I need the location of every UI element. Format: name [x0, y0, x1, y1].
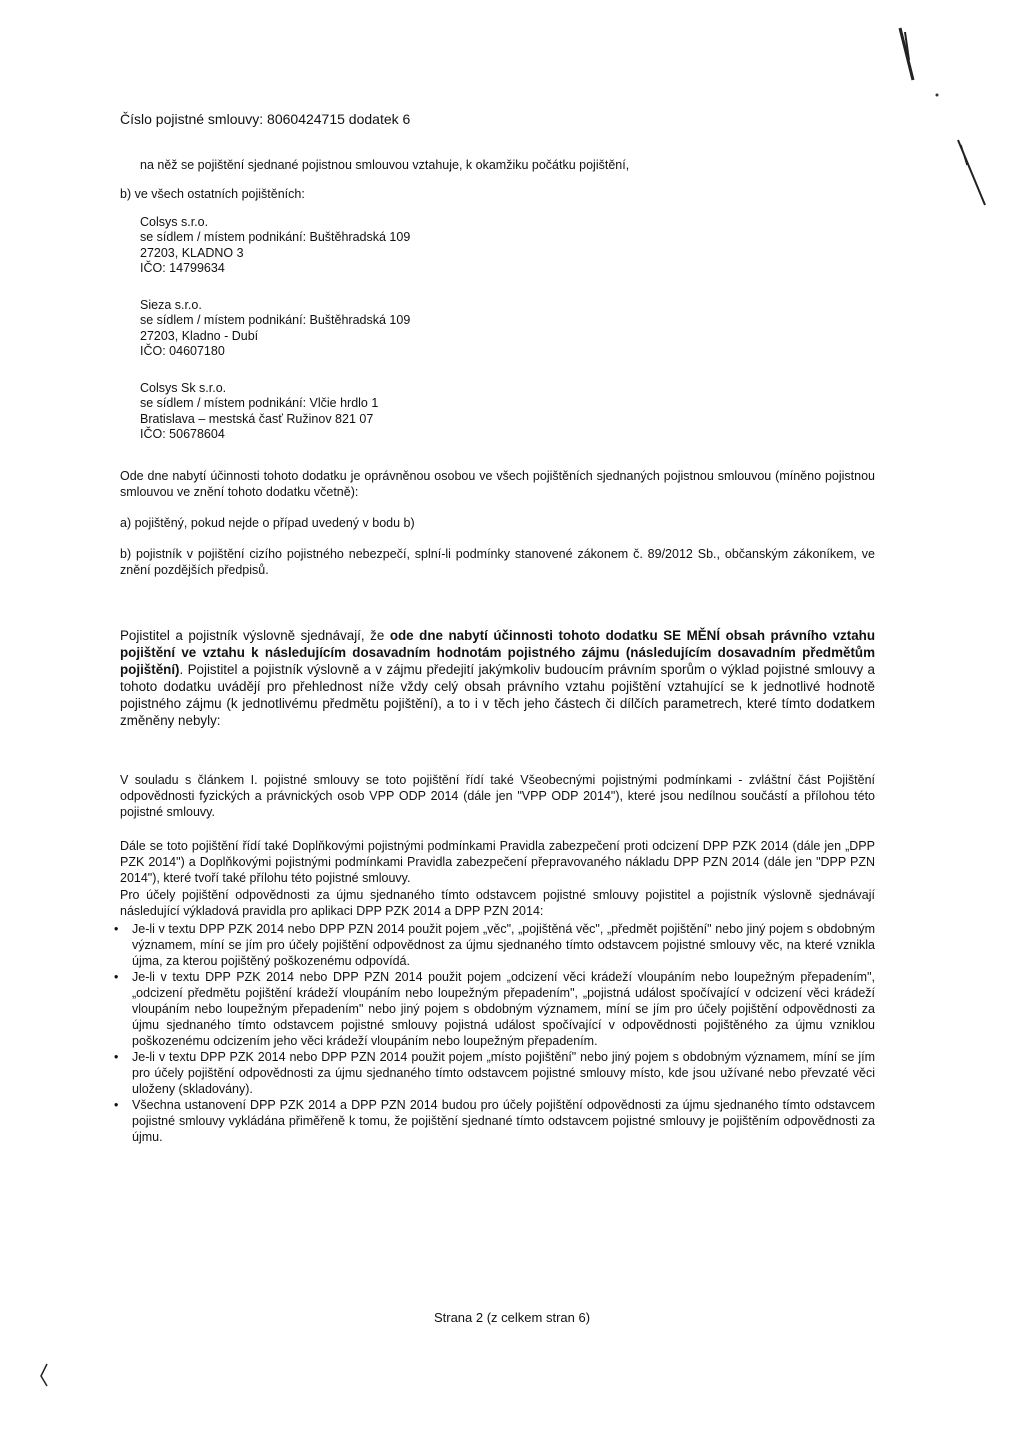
- page-number-footer: Strana 2 (z celkem stran 6): [433, 1310, 591, 1325]
- company-address: se sídlem / místem podnikání: Buštěhradská 109: [140, 230, 411, 245]
- scan-mark-right: [955, 135, 995, 215]
- agreement-paragraph: [120, 627, 875, 729]
- scan-mark-top-right: [895, 20, 955, 100]
- company-city: Bratislava – mestská časť Ružinov 821 07: [140, 411, 374, 426]
- agreement-intro: Pojistitel a pojistník výslovně sjednávají, že: [120, 628, 390, 643]
- company-ico: IČO: 04607180: [140, 344, 225, 359]
- company-block-sieza: [140, 298, 410, 360]
- company-ico: IČO: 14799634: [140, 261, 225, 276]
- company-name: Sieza s.r.o.: [140, 298, 202, 312]
- interpretation-rules-list: [112, 921, 875, 1145]
- company-address: se sídlem / místem podnikání: Vlčie hrdlo 1: [140, 396, 379, 411]
- company-address: se sídlem / místem podnikání: Buštěhradská 109: [140, 313, 411, 328]
- company-block-colsys-sk: [140, 381, 378, 443]
- item-b: b) pojistník v pojištění cizího pojistného nebezpečí, splní-li podmínky stanovené zákonem č. 89/2012 Sb., občanským zákoníkem, ve znění pozdějších předpisů.: [120, 547, 875, 577]
- dpp-paragraph: Dále se toto pojištění řídí také Doplňkovými pojistnými podmínkami Pravidla zabezpečení proti odcizení DPP PZK 2014 (dále jen „DPP PZK 2014") a Doplňkovými pojistnými podmínkami Pravidla zabezpečení přepravovaného nákladu DPP PZN 2014 (dále jen "DPP PZN 2014"), které tvoří také přílohu této pojistné smlouvy.: [120, 839, 875, 885]
- list-item: • Je-li v textu DPP PZK 2014 nebo DPP PZN 2014 použit pojem „odcizení věci krádeží vloupáním nebo loupežným přepadením", „odcizení předmětu pojištění krádeží vloupáním nebo loupežným přepadením", „pojistná událost spočívající v odcizení věci krádeží vloupáním nebo loupežným přepadením" nebo jiný pojem s obdobným významem, míní se jím pro účely pojištění odpovědnosti za újmu sjednaného tímto odstavcem pojistné smlouvy pojistná událost spočívající v odpovědnosti pojištěného za újmu vzniklou poškozenému odcizením jeho věci krádeží vloupáním nebo loupežným přepadením.: [112, 969, 875, 1049]
- item-a: a) pojištěný, pokud nejde o případ uvedený v bodu b): [120, 516, 415, 530]
- scan-mark-bottom-left: [35, 1360, 55, 1390]
- intro-line: na něž se pojištění sjednané pojistnou smlouvou vztahuje, k okamžiku počátku pojištění,: [140, 158, 630, 172]
- authorized-person-paragraph: Ode dne nabytí účinnosti tohoto dodatku je oprávněnou osobou ve všech pojištěních sjednaných pojistnou smlouvou (míněno pojistnou smlouvou ve znění tohoto dodatku včetně):: [120, 469, 875, 499]
- contract-number-header: Číslo pojistné smlouvy: 8060424715 dodatek 6: [120, 111, 411, 127]
- item-b-heading: b) ve všech ostatních pojištěních:: [120, 187, 305, 201]
- list-item: • Všechna ustanovení DPP PZK 2014 a DPP PZN 2014 budou pro účely pojištění odpovědnosti za újmu sjednaného tímto odstavcem pojistné smlouvy vykládána přiměřeně k tomu, že pojištění sjednané tímto odstavcem pojistné smlouvy je pojištěním odpovědnosti za újmu.: [112, 1097, 875, 1145]
- company-block-colsys: [140, 215, 410, 277]
- list-item: • Je-li v textu DPP PZK 2014 nebo DPP PZN 2014 použit pojem „věc", „pojištěná věc", „předmět pojištění" nebo jiný pojem s obdobným významem, míní se jím pro účely pojištění odpovědnost za újmu sjednaného tímto odstavcem pojistné smlouvy věc, na které vznikla újma, za kterou pojištěný poškozenému odpovídá.: [112, 921, 875, 969]
- interpretation-rules-paragraph: Pro účely pojištění odpovědnosti za újmu sjednaného tímto odstavcem pojistné smlouvy pojistitel a pojistník výslovně sjednávají následující výkladová pravidla pro aplikaci DPP PZK 2014 a DPP PZN 2014:: [120, 888, 875, 918]
- company-name: Colsys s.r.o.: [140, 215, 209, 229]
- company-city: 27203, KLADNO 3: [140, 245, 244, 260]
- company-city: 27203, Kladno - Dubí: [140, 328, 259, 343]
- agreement-rest: . Pojistitel a pojistník výslovně a v zájmu předejití jakýmkoliv budoucím právním sporům o výklad pojistné smlouvy a tohoto dodatku uvádějí pro přehlednost níže vždy celý obsah právního vztahu pojištění vztahující se k jednotlivé hodnotě pojistného zájmu (k jednotlivému předmětu pojištění), a to i v těch jeho částech či dílčích parametrech, které tímto dodatkem změněny nebyly:: [120, 662, 875, 728]
- company-name: Colsys Sk s.r.o.: [140, 381, 227, 395]
- company-ico: IČO: 50678604: [140, 427, 225, 442]
- list-item: • Je-li v textu DPP PZK 2014 nebo DPP PZN 2014 použit pojem „místo pojištění" nebo jiný pojem s obdobným významem, míní se jím pro účely pojištění odpovědnosti za újmu sjednaného tímto odstavcem pojistné smlouvy místo, kde jsou užívané nebo převzaté věci uloženy (skladovány).: [112, 1049, 875, 1097]
- agreement-bold: ode dne nabytí účinnosti tohoto dodatku SE MĚNÍ obsah právního vztahu pojištění ve vztahu k následujícím dosavadním hodnotám pojistného zájmu (následujícím dosavadním předmětům pojištění): [120, 628, 875, 677]
- vpp-paragraph: V souladu s článkem I. pojistné smlouvy se toto pojištění řídí také Všeobecnými pojistnými podmínkami - zvláštní část Pojištění odpovědnosti fyzických a právnických osob VPP ODP 2014 (dále jen "VPP ODP 2014"), které jsou nedílnou součástí a přílohou této pojistné smlouvy.: [120, 773, 875, 819]
